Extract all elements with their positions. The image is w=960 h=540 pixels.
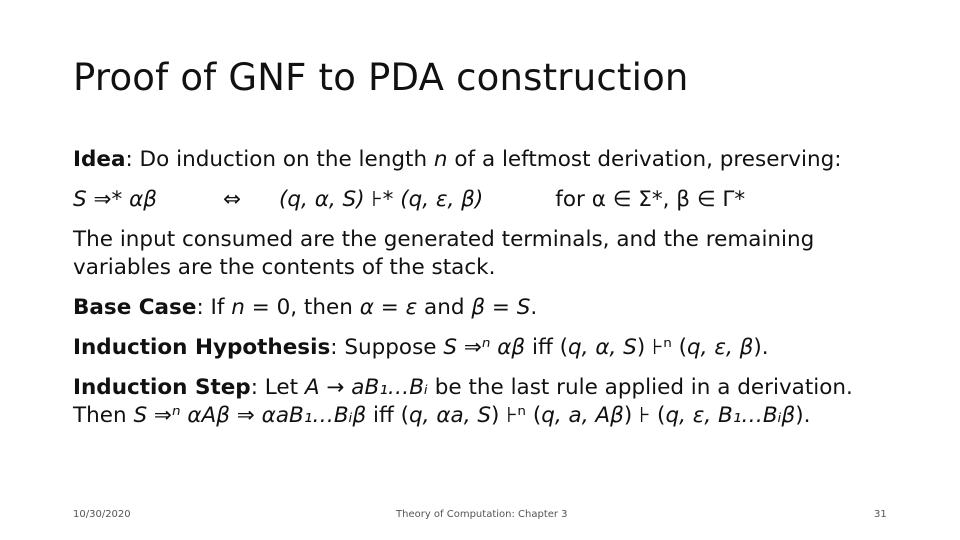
base-case-label: Base Case xyxy=(73,295,197,320)
idea-line xyxy=(73,146,933,174)
invariant-iff: ⇔ xyxy=(222,187,241,212)
step2-expr-4: q, ε, B₁…Bᵢβ xyxy=(665,403,796,428)
base-alpha: α xyxy=(359,295,374,320)
base-text-3: = xyxy=(373,295,406,320)
step-line xyxy=(73,374,933,402)
footer-date: 10/30/2020 xyxy=(73,509,131,520)
hypothesis-label: Induction Hypothesis xyxy=(73,335,331,360)
footer-course: Theory of Computation: Chapter 3 xyxy=(396,509,568,520)
hyp-text-3: ) ⊦ⁿ ( xyxy=(636,335,688,360)
idea-text-2: of a leftmost derivation, preserving: xyxy=(447,147,842,172)
step-label: Induction Step xyxy=(73,375,251,400)
step-text-1: : Let xyxy=(250,375,305,400)
hyp-expr: S ⇒ⁿ αβ xyxy=(443,335,526,360)
base-case-line xyxy=(73,294,933,322)
slide-title: Proof of GNF to PDA construction xyxy=(73,56,689,99)
step-line-2 xyxy=(73,402,933,430)
step2-expr-3: q, a, Aβ xyxy=(541,403,624,428)
hyp-text-2: iff ( xyxy=(525,335,568,360)
step2-text-5: ). xyxy=(795,403,811,428)
base-text-1: : If xyxy=(196,295,232,320)
base-n: n xyxy=(231,295,245,320)
step2-text-3: ) ⊦ⁿ ( xyxy=(491,403,542,428)
invariant-left: S ⇒* αβ xyxy=(73,187,157,212)
hypothesis-line xyxy=(73,334,933,362)
base-text-2: = 0, then xyxy=(244,295,360,320)
base-beta: β xyxy=(471,295,486,320)
base-text-5: = xyxy=(485,295,517,320)
hyp-text-4: ). xyxy=(753,335,769,360)
base-text-6: . xyxy=(530,295,538,320)
hyp-text-1: : Suppose xyxy=(330,335,444,360)
base-s: S xyxy=(516,295,531,320)
base-epsilon: ε xyxy=(405,295,418,320)
input-line-1: The input consumed are the generated terminals, and the remaining xyxy=(73,227,815,252)
step2-text-2: iff ( xyxy=(366,403,410,428)
invariant-right: (q, α, S) ⊦* (q, ε, β) xyxy=(279,187,484,212)
idea-label: Idea xyxy=(73,147,126,172)
idea-text-1: : Do induction on the length xyxy=(125,147,434,172)
step2-text-4: ) ⊦ ( xyxy=(623,403,666,428)
step-rule: A → aB₁…Bᵢ xyxy=(304,375,428,400)
step2-text-1: Then xyxy=(73,403,134,428)
step2-expr-1: S ⇒ⁿ αAβ ⇒ αaB₁…Bᵢβ xyxy=(133,403,367,428)
idea-n: n xyxy=(433,147,448,172)
base-text-4: and xyxy=(417,295,472,320)
hyp-expr-2: q, α, S xyxy=(568,335,637,360)
step-text-2: be the last rule applied in a derivation. xyxy=(427,375,853,400)
input-line-2: variables are the contents of the stack. xyxy=(73,255,496,280)
invariant-line xyxy=(73,186,933,214)
footer-page-number: 31 xyxy=(874,509,887,520)
step2-expr-2: q, αa, S xyxy=(409,403,492,428)
hyp-expr-3: q, ε, β xyxy=(687,335,754,360)
slide-body xyxy=(73,146,933,430)
invariant-for: for α ∈ Σ*, β ∈ Γ* xyxy=(555,187,746,212)
